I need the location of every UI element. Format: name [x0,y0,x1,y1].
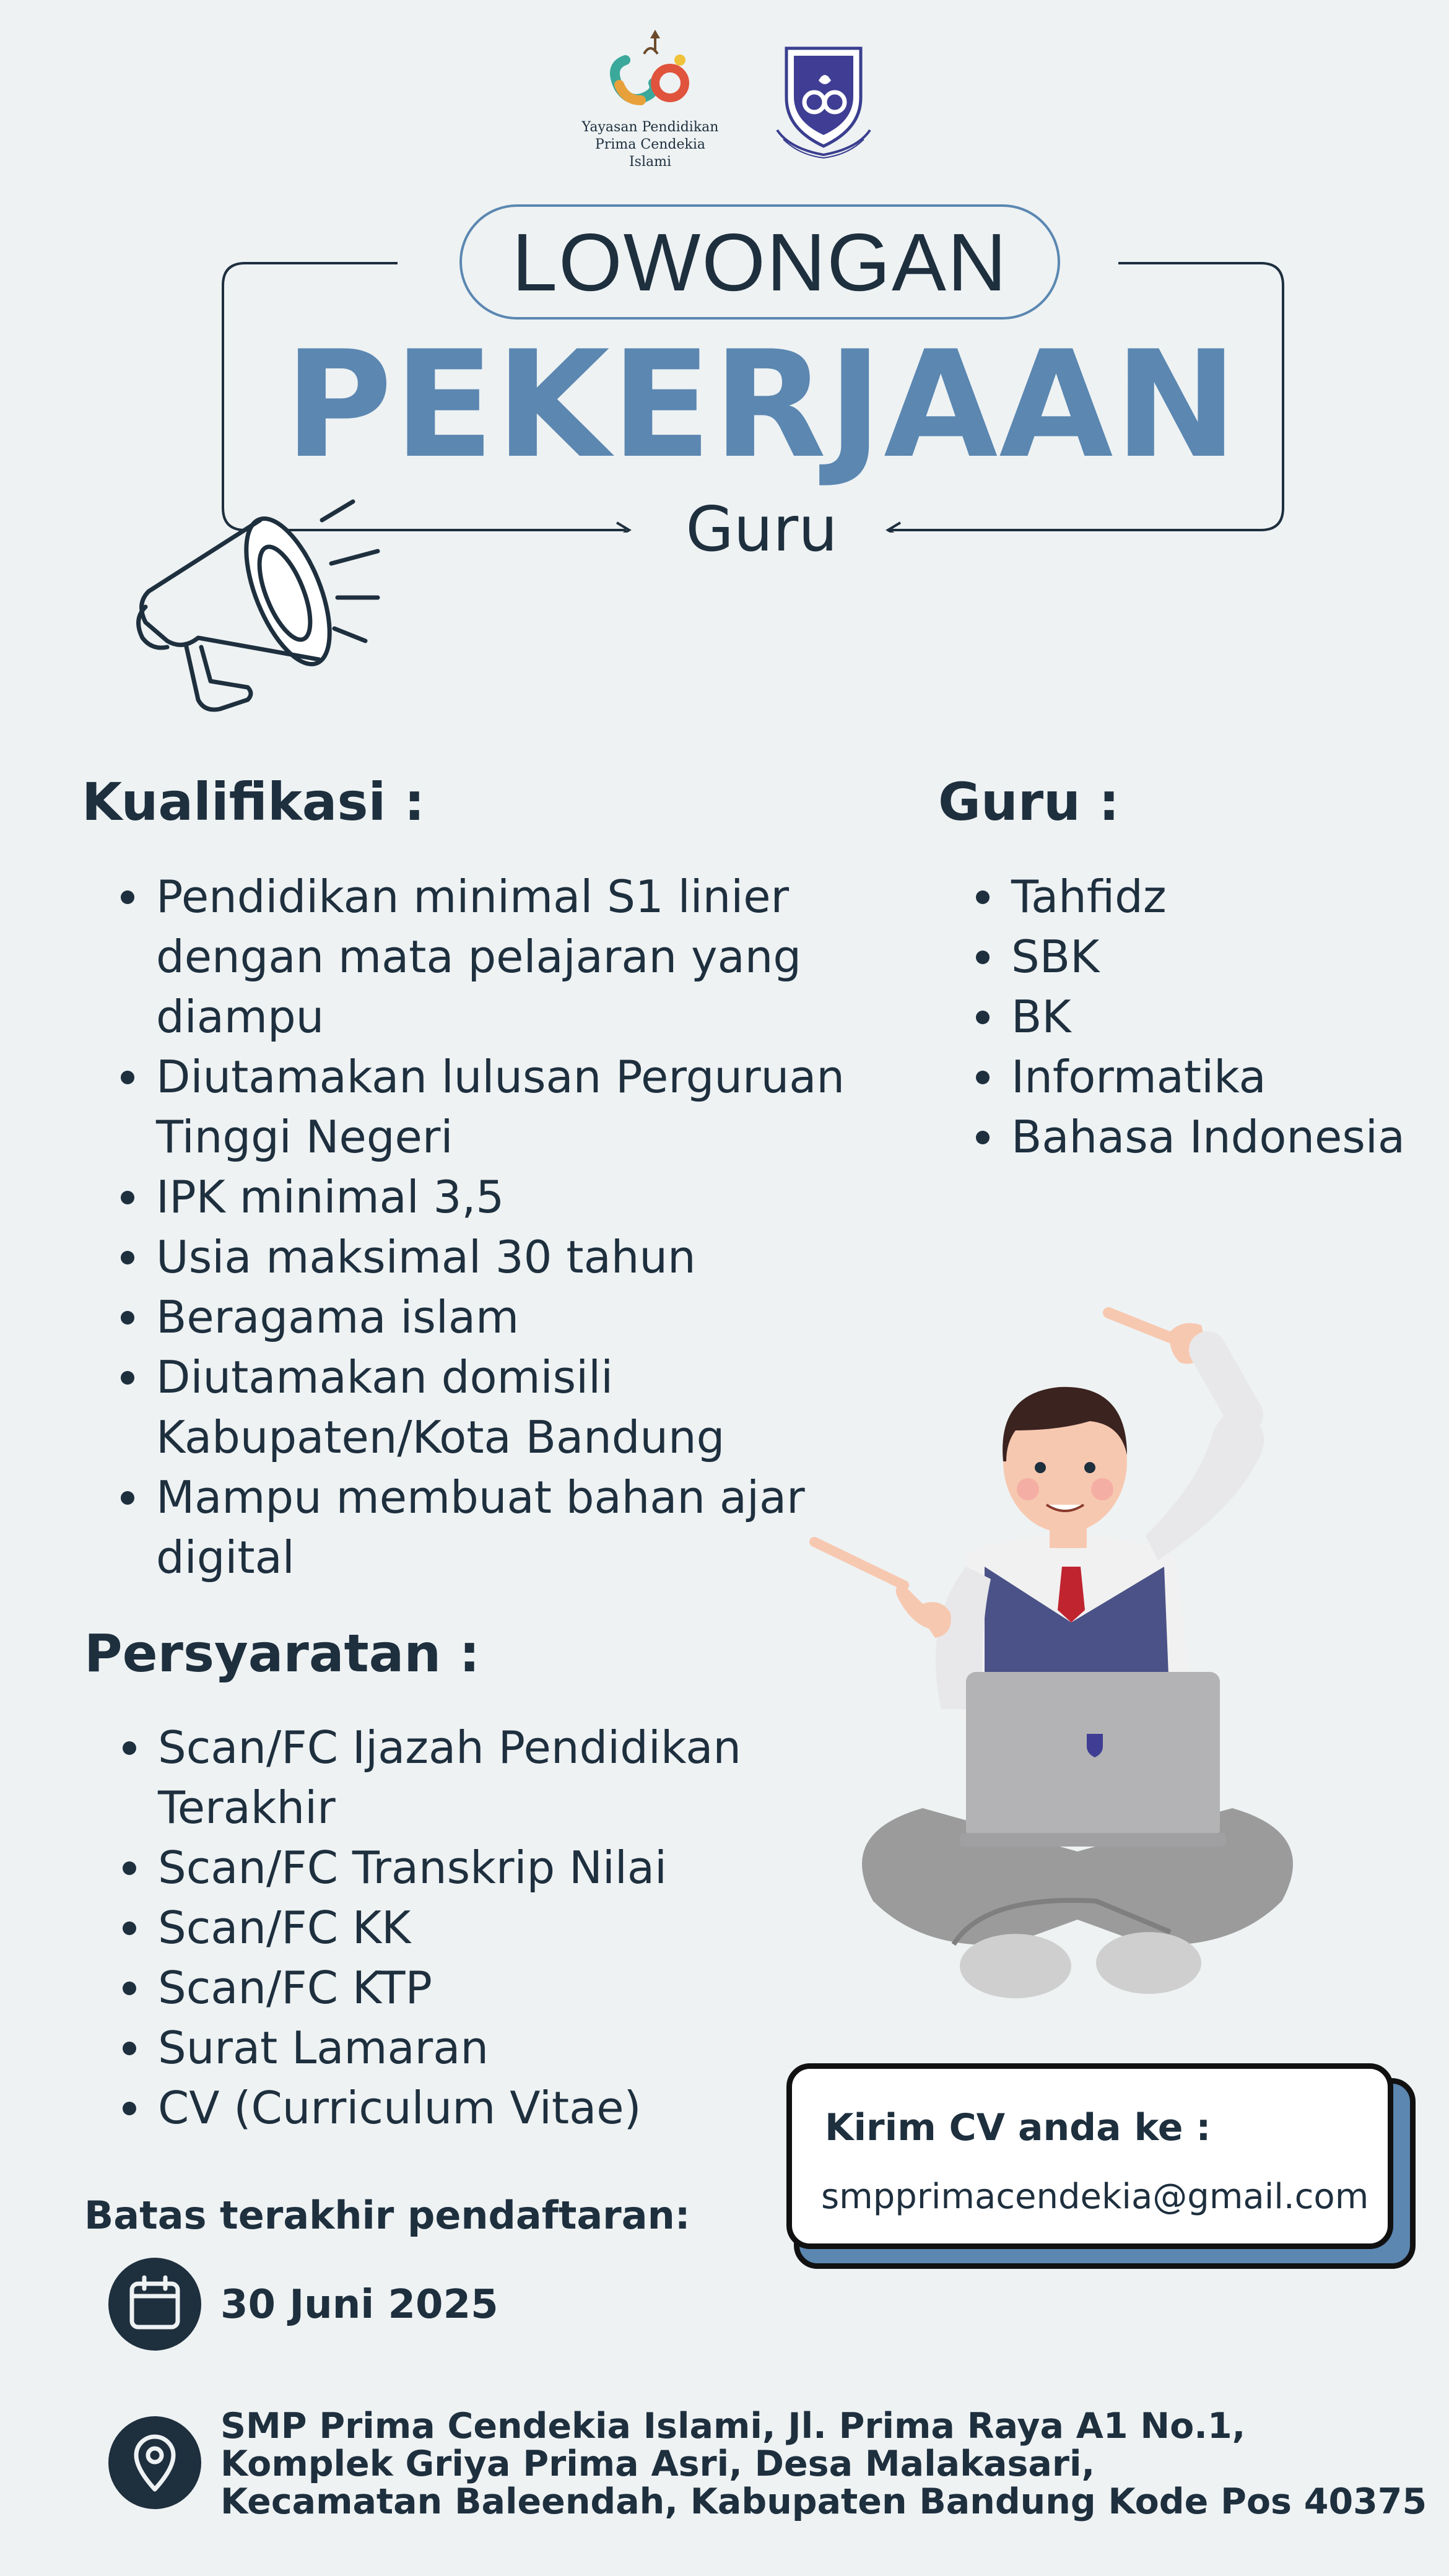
list-item: Scan/FC KTP [118,1958,799,2018]
yayasan-mark-icon [607,26,694,113]
list-item: BK [971,987,1442,1047]
list-item: IPK minimal 3,5 [116,1167,877,1227]
positions-heading: Guru : [938,772,1120,832]
list-item: Diutamakan domisili [116,1347,877,1408]
header-lowongan-pill [459,204,1060,320]
list-item [116,1408,877,1468]
list-item-continuation: Kabupaten/Kota Bandung [156,1411,725,1463]
header-subtitle: Guru [685,493,838,565]
requirements-list [118,1718,799,2138]
list-item-continuation: dengan mata pelajaran yang [156,931,802,983]
positions-list [971,867,1442,1167]
list-item: Bahasa Indonesia [971,1107,1442,1167]
header-top-word: LOWONGAN [511,216,1008,308]
school-crest-icon [768,37,879,161]
list-item: Informatika [971,1047,1442,1107]
list-item: Pendidikan minimal S1 linier [116,867,877,927]
school-address [220,2408,1428,2521]
yayasan-logo [576,26,724,170]
list-item: Scan/FC Ijazah Pendidikan [118,1718,799,1778]
list-item: Surat Lamaran [118,2018,799,2078]
school-crest-logo [768,37,879,161]
list-item-continuation: diampu [156,991,324,1043]
address-line3: Kecamatan Baleendah, Kabupaten Bandung Kode Pos 40375 [220,2481,1427,2522]
list-item-continuation: digital [156,1531,295,1583]
deadline-label: Batas terakhir pendaftaran: [84,2193,690,2238]
list-item [116,1107,877,1167]
list-item [116,1528,877,1588]
list-item: Mampu membuat bahan ajar [116,1468,877,1528]
list-item [116,987,877,1047]
list-item: Scan/FC KK [118,1898,799,1958]
deadline-date: 30 Juni 2025 [220,2282,498,2328]
list-item: Tahfidz [971,867,1442,927]
qualifications-list [116,867,877,1588]
yayasan-caption-line1: Yayasan Pendidikan [581,120,719,135]
calendar-icon [108,2258,201,2351]
header-main-title: PEKERJAAN [284,320,1239,491]
yayasan-caption-line2: Prima Cendekia Islami [595,137,705,170]
requirements-heading: Persyaratan : [84,1623,480,1684]
qualifications-heading: Kualifikasi : [82,772,425,832]
location-pin-icon [108,2416,201,2509]
list-item [118,1778,799,1838]
teacher-illustration [799,1276,1356,2019]
list-item: SBK [971,927,1442,987]
list-item: Diutamakan lulusan Perguruan [116,1047,877,1107]
list-item: Usia maksimal 30 tahun [116,1227,877,1287]
list-item [116,927,877,987]
list-item: Beragama islam [116,1287,877,1347]
list-item: Scan/FC Transkrip Nilai [118,1838,799,1898]
address-line1: SMP Prima Cendekia Islami, Jl. Prima Raya A1 No.1, [220,2406,1246,2447]
list-item-continuation: Tinggi Negeri [156,1111,453,1163]
cv-card-title: Kirim CV anda ke : [825,2106,1211,2149]
address-line2: Komplek Griya Prima Asri, Desa Malakasari, [220,2443,1095,2484]
list-item-continuation: Terakhir [158,1782,336,1834]
megaphone-icon [118,495,390,737]
list-item: CV (Curriculum Vitae) [118,2078,799,2138]
cv-email-link[interactable]: smpprimacendekia@gmail.com [821,2177,1369,2217]
